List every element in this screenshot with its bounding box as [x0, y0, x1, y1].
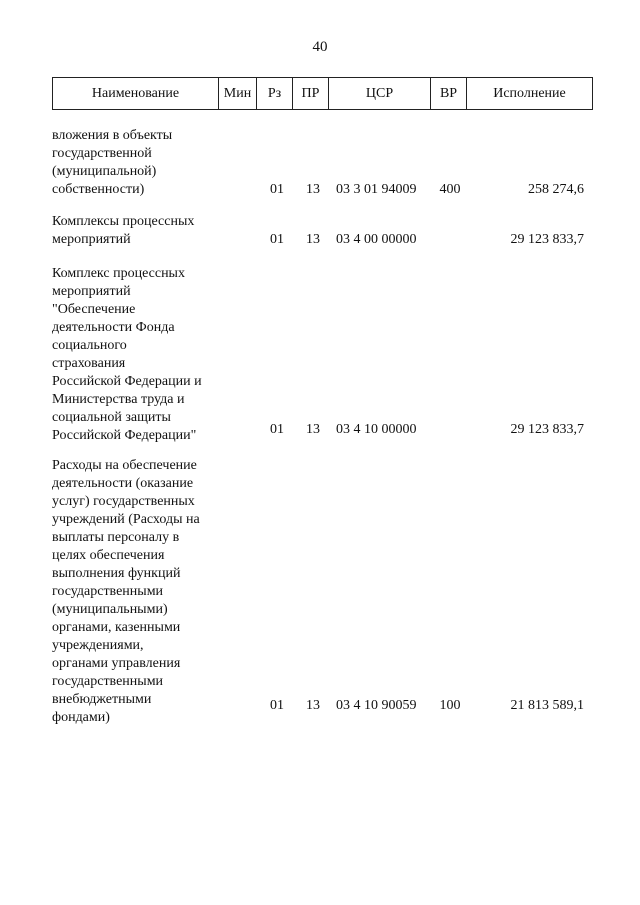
row-name-line: вложения в объекты: [52, 128, 173, 143]
row-name-line: целях обеспечения: [52, 548, 165, 563]
row-name-line: Расходы на обеспечение: [52, 458, 197, 473]
table-row: [52, 127, 592, 199]
row-name-line: мероприятий: [52, 284, 131, 299]
row-name-line: фондами): [52, 710, 110, 725]
row-name-line: социальной защиты: [52, 410, 171, 425]
row-name-line: услуг) государственных: [52, 494, 195, 509]
header-rz: Рз: [257, 78, 293, 110]
row-name-line: внебюджетными: [52, 692, 152, 707]
table-row: [52, 213, 592, 249]
row-name-line: Комплекс процессных: [52, 266, 185, 281]
row-pr: 13: [306, 182, 320, 197]
header-pr: ПР: [293, 78, 329, 110]
row-name-line: выполнения функций: [52, 566, 181, 581]
row-rz: 01: [270, 422, 284, 437]
row-name-line: деятельности Фонда: [52, 320, 175, 335]
row-vr: 100: [439, 698, 461, 713]
row-name-line: Комплексы процессных: [52, 214, 195, 229]
row-name-line: органами, казенными: [52, 620, 181, 635]
row-name-line: страхования: [52, 356, 126, 371]
row-isp: 29 123 833,7: [510, 422, 584, 437]
row-name-line: Российской Федерации": [52, 428, 197, 443]
row-rz: 01: [270, 232, 284, 247]
row-csr: 03 3 01 94009: [336, 182, 417, 197]
row-rz: 01: [270, 182, 284, 197]
row-pr: 13: [306, 422, 320, 437]
row-isp: 29 123 833,7: [510, 232, 584, 247]
row-name-line: (муниципальными): [52, 602, 168, 617]
row-name-line: Министерства труда и: [52, 392, 185, 407]
row-pr: 13: [306, 232, 320, 247]
row-name: [52, 127, 232, 199]
row-rz: 01: [270, 698, 284, 713]
row-name-line: государственными: [52, 674, 164, 689]
row-name-line: деятельности (оказание: [52, 476, 194, 491]
row-isp: 21 813 589,1: [510, 698, 584, 713]
table-row: [52, 457, 592, 727]
row-name-line: органами управления: [52, 656, 181, 671]
row-name-line: государственной: [52, 146, 152, 161]
row-name-line: выплаты персоналу в: [52, 530, 180, 545]
header-name: Наименование: [53, 78, 219, 110]
row-name-line: учреждений (Расходы на: [52, 512, 200, 527]
row-name: [52, 457, 232, 727]
row-name: [52, 265, 232, 445]
header-isp: Исполнение: [467, 78, 593, 110]
row-pr: 13: [306, 698, 320, 713]
row-name-line: Российской Федерации и: [52, 374, 202, 389]
table-row: [52, 265, 592, 445]
header-csr: ЦСР: [329, 78, 431, 110]
row-name-line: государственными: [52, 584, 164, 599]
row-isp: 258 274,6: [528, 182, 584, 197]
row-name-line: (муниципальной): [52, 164, 157, 179]
row-name: [52, 213, 232, 249]
row-name-line: собственности): [52, 182, 145, 197]
page-number: 40: [312, 39, 328, 55]
row-vr: 400: [439, 182, 461, 197]
table-header: [52, 77, 593, 110]
row-name-line: "Обеспечение: [52, 302, 136, 317]
row-name-line: социального: [52, 338, 127, 353]
row-name-line: мероприятий: [52, 232, 131, 247]
row-name-line: учреждениями,: [52, 638, 144, 653]
row-csr: 03 4 10 90059: [336, 698, 417, 713]
header-min: Мин: [219, 78, 257, 110]
row-csr: 03 4 10 00000: [336, 422, 417, 437]
header-vr: ВР: [431, 78, 467, 110]
row-csr: 03 4 00 00000: [336, 232, 417, 247]
